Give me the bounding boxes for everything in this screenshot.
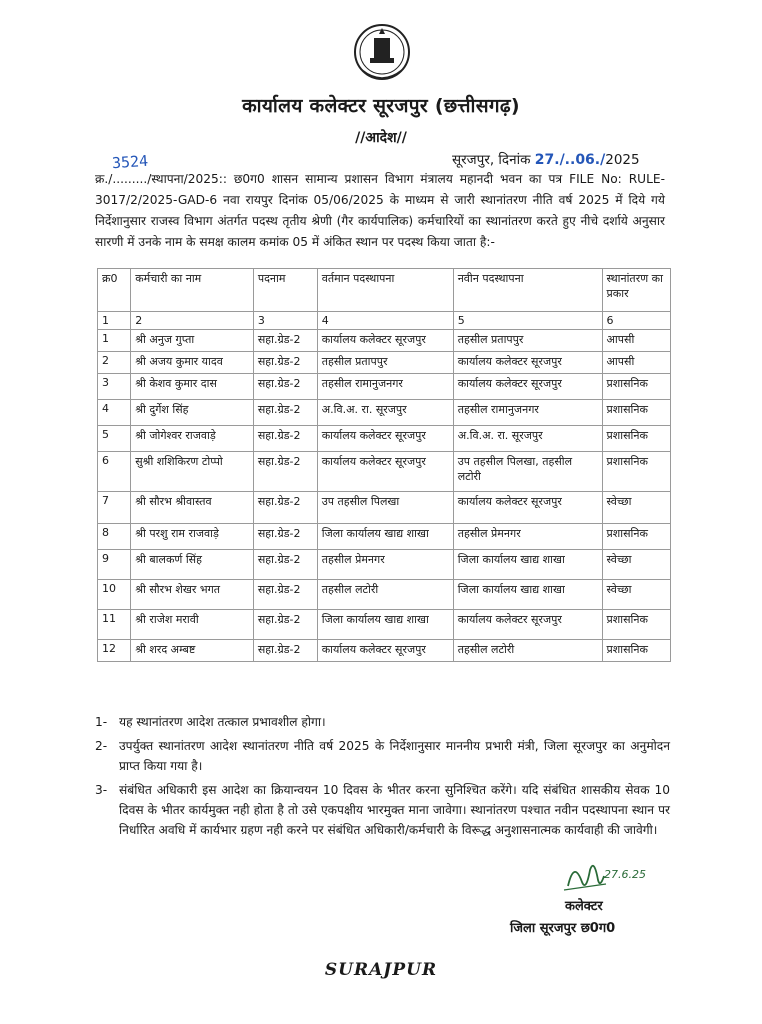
table-row bbox=[98, 352, 671, 374]
employee-name-cell: श्री जोगेश्वर राजवाड़े bbox=[131, 426, 254, 452]
table-body bbox=[98, 312, 671, 662]
table-row bbox=[98, 374, 671, 400]
date-handwritten: 27./..06./ bbox=[534, 152, 606, 168]
serial-cell: 10 bbox=[98, 580, 131, 610]
new-posting-cell: उप तहसील पिलखा, तहसील लटोरी bbox=[453, 452, 602, 492]
signatory-office: जिला सूरजपुर छ0ग0 bbox=[510, 921, 616, 936]
transfer-type-cell: प्रशासनिक bbox=[602, 452, 670, 492]
serial-cell: 12 bbox=[98, 640, 131, 662]
employee-name-cell: श्री सौरभ श्रीवास्तव bbox=[131, 492, 254, 524]
note-text: यह स्थानांतरण आदेश तत्काल प्रभावशील होगा। bbox=[119, 715, 326, 729]
date-year: 2025 bbox=[605, 152, 640, 168]
district-logo: SURAJPUR bbox=[324, 960, 438, 980]
designation-cell: सहा.ग्रेड-2 bbox=[253, 550, 317, 580]
note-item bbox=[95, 780, 670, 840]
current-posting-cell: तहसील प्रतापपुर bbox=[317, 352, 453, 374]
serial-cell: 5 bbox=[98, 426, 131, 452]
employee-name-cell: श्री केशव कुमार दास bbox=[131, 374, 254, 400]
designation-cell: सहा.ग्रेड-2 bbox=[253, 580, 317, 610]
index-cell: 3 bbox=[253, 312, 317, 330]
transfer-type-cell: स्वेच्छा bbox=[602, 492, 670, 524]
note-item bbox=[95, 712, 670, 732]
employee-name-cell: श्री दुर्गेश सिंह bbox=[131, 400, 254, 426]
table-index-row bbox=[98, 312, 671, 330]
header-current-posting: वर्तमान पदस्थापना bbox=[317, 269, 453, 312]
note-text: संबंधित अधिकारी इस आदेश का क्रियान्वयन 10 दिवस के भीतर करना सुनिश्चित करेंगे। यदि संबंधित शासकीय सेवक 10 दिवस के भीतर कार्यमुक्त नही होता है तो उसे एकपक्षीय भारमुक्त माना जावेगा। स्थानांतरण पश्चात नवीन पदस्थापना स्थान पर निर्धारित अवधि में कार्यभार ग्रहण नही करने पर संबंधित अधिकारी/कर्मचारी के विरूद्ध अनुशासनात्मक कार्यवाही की जावेगी। bbox=[119, 783, 670, 837]
designation-cell: सहा.ग्रेड-2 bbox=[253, 492, 317, 524]
employee-name-cell: श्री परशु राम राजवाड़े bbox=[131, 524, 254, 550]
transfer-type-cell: प्रशासनिक bbox=[602, 426, 670, 452]
header-new-posting: नवीन पदस्थापना bbox=[453, 269, 602, 312]
new-posting-cell: तहसील प्रेमनगर bbox=[453, 524, 602, 550]
designation-cell: सहा.ग्रेड-2 bbox=[253, 452, 317, 492]
order-heading: //आदेश// bbox=[355, 130, 407, 146]
serial-cell: 7 bbox=[98, 492, 131, 524]
table-row bbox=[98, 492, 671, 524]
employee-name-cell: श्री राजेश मरावी bbox=[131, 610, 254, 640]
table-row bbox=[98, 550, 671, 580]
transfer-type-cell: प्रशासनिक bbox=[602, 640, 670, 662]
employee-name-cell: श्री शरद अम्बष्ट bbox=[131, 640, 254, 662]
new-posting-cell: तहसील प्रतापपुर bbox=[453, 330, 602, 352]
table-row bbox=[98, 452, 671, 492]
note-number: 2- bbox=[95, 739, 108, 753]
order-intro-text: क्र./........./स्थापना/2025:: छ0ग0 शासन सामान्य प्रशासन विभाग मंत्रालय महानदी भवन का पत्र FILE No: RULE-3017/2/2025-GAD-6 नवा रायपुर दिनांक 05/06/2025 के माध्यम से जारी स्थानांतरण नीति वर्ष 2025 में दिये गये निर्देशानुसार राजस्व विभाग अंतर्गत पदस्थ तृतीय श्रेणी (गैर कार्यपालिक) कर्मचारियों का स्थानांतरण करते हुए नीचे दर्शाये अनुसार सारणी में उनके नाम के समक्ष कालम कमांक 05 में अंकित स्थान पर पदस्थ किया जाता है:- bbox=[95, 172, 665, 249]
header-serial: क्र0 bbox=[98, 269, 131, 312]
new-posting-cell: जिला कार्यालय खाद्य शाखा bbox=[453, 580, 602, 610]
handwritten-order-number: 3524 bbox=[111, 151, 149, 173]
new-posting-cell: अ.वि.अ. रा. सूरजपुर bbox=[453, 426, 602, 452]
table-row bbox=[98, 524, 671, 550]
employee-name-cell: सुश्री शशिकिरण टोप्पो bbox=[131, 452, 254, 492]
signature-date: 27.6.25 bbox=[604, 868, 646, 881]
employee-name-cell: श्री सौरभ शेखर भगत bbox=[131, 580, 254, 610]
index-cell: 1 bbox=[98, 312, 131, 330]
designation-cell: सहा.ग्रेड-2 bbox=[253, 640, 317, 662]
header-designation: पदनाम bbox=[253, 269, 317, 312]
new-posting-cell: जिला कार्यालय खाद्य शाखा bbox=[453, 550, 602, 580]
date-prefix: सूरजपुर, दिनांक bbox=[452, 152, 531, 168]
index-cell: 2 bbox=[131, 312, 254, 330]
current-posting-cell: कार्यालय कलेक्टर सूरजपुर bbox=[317, 426, 453, 452]
transfer-type-cell: प्रशासनिक bbox=[602, 400, 670, 426]
new-posting-cell: कार्यालय कलेक्टर सूरजपुर bbox=[453, 374, 602, 400]
employee-name-cell: श्री बालकर्ण सिंह bbox=[131, 550, 254, 580]
current-posting-cell: उप तहसील पिलखा bbox=[317, 492, 453, 524]
current-posting-cell: कार्यालय कलेक्टर सूरजपुर bbox=[317, 640, 453, 662]
serial-cell: 6 bbox=[98, 452, 131, 492]
header-transfer-type: स्थानांतरण का प्रकार bbox=[602, 269, 670, 312]
table-row bbox=[98, 610, 671, 640]
note-number: 3- bbox=[95, 783, 108, 797]
serial-cell: 4 bbox=[98, 400, 131, 426]
office-title: कार्यालय कलेक्टर सूरजपुर (छत्तीसगढ़) bbox=[242, 95, 520, 117]
designation-cell: सहा.ग्रेड-2 bbox=[253, 352, 317, 374]
employee-name-cell: श्री अजय कुमार यादव bbox=[131, 352, 254, 374]
note-text: उपर्युक्त स्थानांतरण आदेश स्थानांतरण नीति वर्ष 2025 के निर्देशानुसार माननीय प्रभारी मंत्री, जिला सूरजपुर का अनुमोदन प्राप्त किया गया है। bbox=[119, 739, 670, 773]
current-posting-cell: तहसील प्रेमनगर bbox=[317, 550, 453, 580]
transfer-type-cell: प्रशासनिक bbox=[602, 610, 670, 640]
order-notes bbox=[95, 712, 670, 844]
current-posting-cell: कार्यालय कलेक्टर सूरजपुर bbox=[317, 452, 453, 492]
new-posting-cell: तहसील रामानुजनगर bbox=[453, 400, 602, 426]
current-posting-cell: तहसील लटोरी bbox=[317, 580, 453, 610]
designation-cell: सहा.ग्रेड-2 bbox=[253, 330, 317, 352]
current-posting-cell: कार्यालय कलेक्टर सूरजपुर bbox=[317, 330, 453, 352]
new-posting-cell: कार्यालय कलेक्टर सूरजपुर bbox=[453, 352, 602, 374]
current-posting-cell: अ.वि.अ. रा. सूरजपुर bbox=[317, 400, 453, 426]
table-header-row bbox=[98, 269, 671, 312]
transfer-type-cell: प्रशासनिक bbox=[602, 524, 670, 550]
current-posting-cell: तहसील रामानुजनगर bbox=[317, 374, 453, 400]
serial-cell: 2 bbox=[98, 352, 131, 374]
note-item bbox=[95, 736, 670, 776]
serial-cell: 11 bbox=[98, 610, 131, 640]
designation-cell: सहा.ग्रेड-2 bbox=[253, 374, 317, 400]
table-row bbox=[98, 400, 671, 426]
transfer-type-cell: स्वेच्छा bbox=[602, 550, 670, 580]
designation-cell: सहा.ग्रेड-2 bbox=[253, 400, 317, 426]
serial-cell: 8 bbox=[98, 524, 131, 550]
employee-name-cell: श्री अनुज गुप्ता bbox=[131, 330, 254, 352]
designation-cell: सहा.ग्रेड-2 bbox=[253, 426, 317, 452]
designation-cell: सहा.ग्रेड-2 bbox=[253, 610, 317, 640]
index-cell: 6 bbox=[602, 312, 670, 330]
order-date bbox=[452, 150, 640, 168]
designation-cell: सहा.ग्रेड-2 bbox=[253, 524, 317, 550]
signatory-title: कलेक्टर bbox=[565, 899, 603, 914]
transfer-table bbox=[97, 268, 671, 662]
note-number: 1- bbox=[95, 715, 108, 729]
transfer-type-cell: आपसी bbox=[602, 352, 670, 374]
transfer-type-cell: प्रशासनिक bbox=[602, 374, 670, 400]
table-row bbox=[98, 580, 671, 610]
serial-cell: 1 bbox=[98, 330, 131, 352]
new-posting-cell: कार्यालय कलेक्टर सूरजपुर bbox=[453, 492, 602, 524]
new-posting-cell: कार्यालय कलेक्टर सूरजपुर bbox=[453, 610, 602, 640]
table-row bbox=[98, 426, 671, 452]
index-cell: 4 bbox=[317, 312, 453, 330]
serial-cell: 3 bbox=[98, 374, 131, 400]
header-employee-name: कर्मचारी का नाम bbox=[131, 269, 254, 312]
current-posting-cell: जिला कार्यालय खाद्य शाखा bbox=[317, 524, 453, 550]
serial-cell: 9 bbox=[98, 550, 131, 580]
index-cell: 5 bbox=[453, 312, 602, 330]
transfer-type-cell: स्वेच्छा bbox=[602, 580, 670, 610]
new-posting-cell: तहसील लटोरी bbox=[453, 640, 602, 662]
state-emblem-icon bbox=[352, 20, 412, 90]
transfer-type-cell: आपसी bbox=[602, 330, 670, 352]
current-posting-cell: जिला कार्यालय खाद्य शाखा bbox=[317, 610, 453, 640]
table-row bbox=[98, 330, 671, 352]
table-row bbox=[98, 640, 671, 662]
